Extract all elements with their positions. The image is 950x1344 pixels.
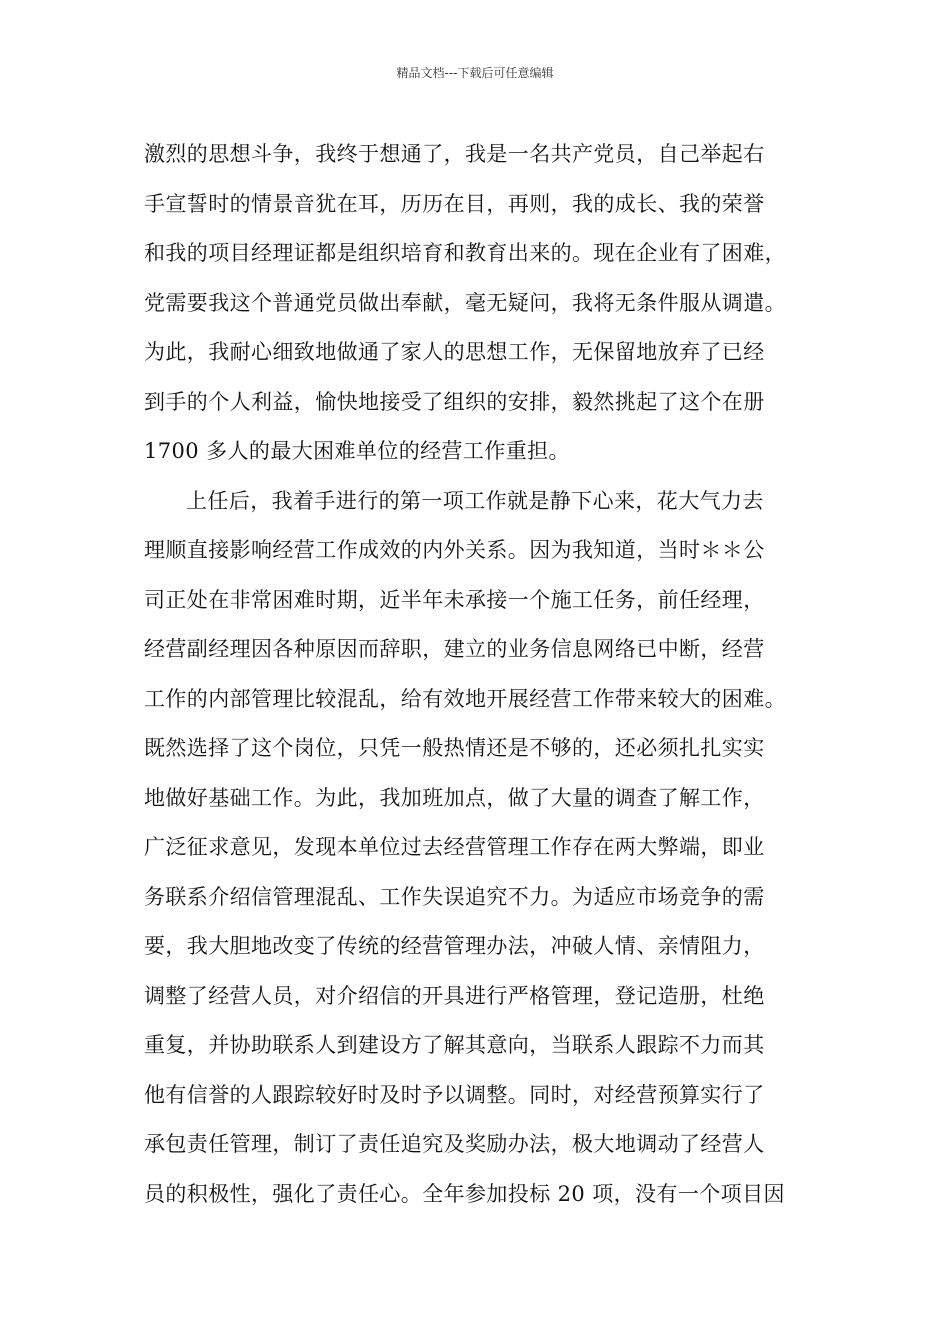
text-line: 和我的项目经理证都是组织培育和教育出来的。现在企业有了困难，	[144, 241, 786, 265]
text-line: 他有信誉的人跟踪较好时及时予以调整。同时，对经营预算实行了	[144, 1082, 765, 1107]
text-line: 经营副经理因各种原因而辞职，建立的业务信息网络已中断，经营	[144, 637, 765, 661]
text-line: 党需要我这个普通党员做出奉献，毫无疑问，我将无条件服从调遣。	[144, 290, 786, 315]
text-line: 到手的个人利益，愉快地接受了组织的安排，毅然挑起了这个在册	[144, 389, 765, 414]
text-line: 重复，并协助联系人到建设方了解其意向，当联系人跟踪不力而其	[144, 1033, 765, 1057]
text-line: 手宣誓时的情景音犹在耳，历历在目，再则，我的成长、我的荣誉	[144, 191, 765, 216]
text-line: 理顺直接影响经营工作成效的内外关系。因为我知道，当时＊＊公	[144, 538, 765, 562]
body-text	[144, 130, 834, 1219]
text-line: 广泛征求意见，发现本单位过去经营管理工作存在两大弊端，即业	[144, 835, 765, 859]
text-line: 地做好基础工作。为此，我加班加点，做了大量的调查了解工作，	[144, 785, 765, 810]
text-line: 要，我大胆地改变了传统的经营管理办法，冲破人情、亲情阻力，	[144, 934, 765, 958]
text-line: 激烈的思想斗争，我终于想通了，我是一名共产党员，自己举起右	[144, 142, 765, 166]
text-line: 既然选择了这个岗位，只凭一般热情还是不够的，还必须扎扎实实	[144, 736, 765, 760]
page-header: 精品文档---下载后可任意编辑	[396, 66, 554, 80]
text-line: 调整了经营人员，对介绍信的开具进行严格管理，登记造册，杜绝	[144, 983, 765, 1008]
paragraph-start-line: 上任后，我着手进行的第一项工作就是静下心来，花大气力去	[186, 488, 764, 513]
text-line: 工作的内部管理比较混乱，给有效地开展经营工作带来较大的困难。	[144, 686, 786, 711]
text-line: 司正处在非常困难时期，近半年未承接一个施工任务，前任经理，	[144, 587, 765, 612]
text-line: 承包责任管理，制订了责任追究及奖励办法，极大地调动了经营人	[144, 1132, 765, 1156]
text-line: 员的积极性，强化了责任心。全年参加投标 20 项，没有一个项目因	[144, 1181, 785, 1206]
text-line: 1700 多人的最大困难单位的经营工作重担。	[144, 439, 570, 463]
text-line: 务联系介绍信管理混乱、工作失误追究不力。为适应市场竞争的需	[144, 884, 765, 909]
text-line: 为此，我耐心细致地做通了家人的思想工作，无保留地放弃了已经	[144, 340, 765, 364]
